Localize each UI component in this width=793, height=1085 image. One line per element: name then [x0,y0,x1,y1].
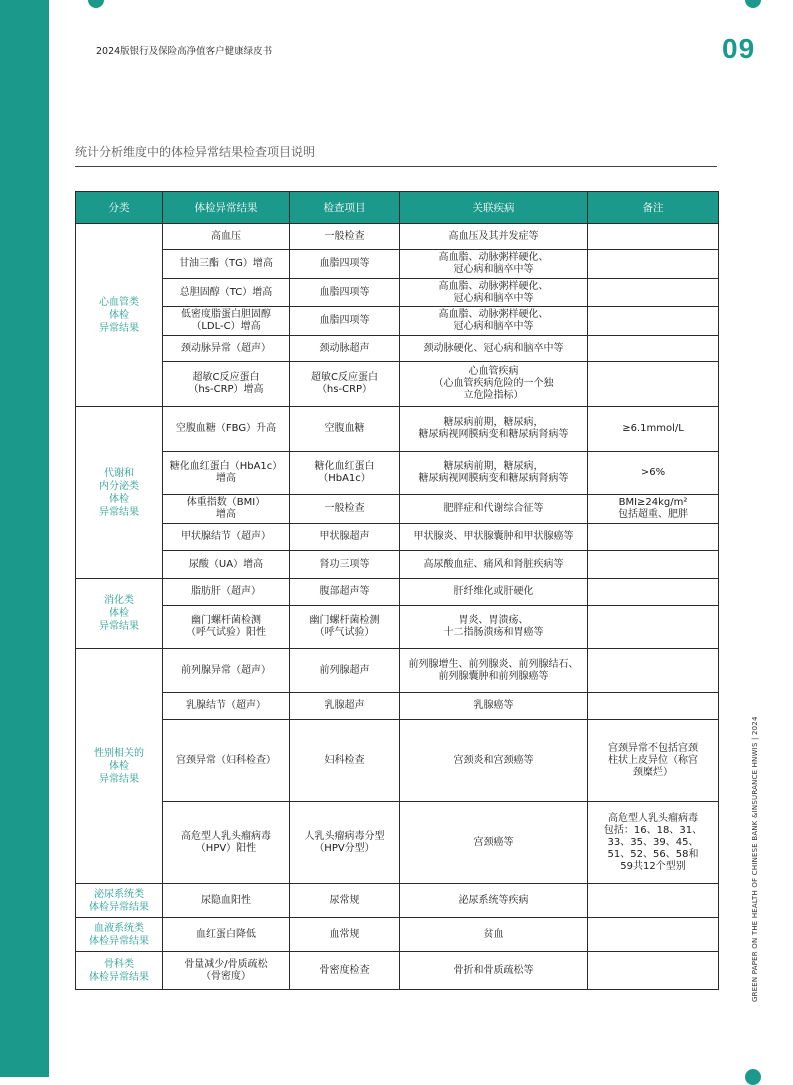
note-cell [588,362,719,407]
table-row [76,606,719,649]
note-cell: ≥6.1mmol/L [588,407,719,452]
result-cell: 幽门螺杆菌检测 （呼气试验）阳性 [163,606,290,649]
exam-cell: 甲状腺超声 [290,524,400,551]
disease-cell: 糖尿病前期，糖尿病， 糖尿病视网膜病变和糖尿病肾病等 [400,452,588,495]
table-row [76,884,719,918]
category-cell: 性别相关的 体检 异常结果 [76,649,163,884]
exam-cell: 尿常规 [290,884,400,918]
result-cell: 尿隐血阳性 [163,884,290,918]
table-row [76,524,719,551]
document-title: 2024版银行及保险高净值客户健康绿皮书 [96,46,273,57]
decorative-dot [88,0,104,8]
result-cell: 骨量减少/骨质疏松 （骨密度） [163,952,290,990]
exam-cell: 人乳头瘤病毒分型 （HPV分型） [290,802,400,884]
header-note: 备注 [588,192,719,224]
table-row [76,362,719,407]
table-row [76,551,719,579]
header-disease: 关联疾病 [400,192,588,224]
result-cell: 颈动脉异常（超声） [163,336,290,362]
result-cell: 超敏C反应蛋白 （hs-CRP）增高 [163,362,290,407]
category-cell: 骨科类 体检异常结果 [76,952,163,990]
exam-cell: 肾功三项等 [290,551,400,579]
table-row [76,918,719,952]
exam-cell: 一般检查 [290,495,400,524]
result-cell: 血红蛋白降低 [163,918,290,952]
exam-cell: 骨密度检查 [290,952,400,990]
table-row [76,720,719,802]
note-cell [588,551,719,579]
note-cell: 宫颈异常不包括宫颈 柱状上皮异位（称宫 颈糜烂） [588,720,719,802]
table-row [76,649,719,693]
table-row [76,952,719,990]
disease-cell: 心血管疾病 （心血管疾病危险的一个独 立危险指标） [400,362,588,407]
disease-cell: 骨折和骨质疏松等 [400,952,588,990]
category-cell: 泌尿系统类 体检异常结果 [76,884,163,918]
disease-cell: 乳腺癌等 [400,693,588,720]
result-cell: 尿酸（UA）增高 [163,551,290,579]
table-row [76,495,719,524]
note-cell [588,307,719,336]
table-row [76,279,719,307]
result-cell: 高血压 [163,224,290,250]
header-category: 分类 [76,192,163,224]
exam-cell: 超敏C反应蛋白 （hs-CRP） [290,362,400,407]
table-row [76,579,719,606]
table-row [76,693,719,720]
exam-cell: 乳腺超声 [290,693,400,720]
note-cell [588,649,719,693]
result-cell: 高危型人乳头瘤病毒 （HPV）阳性 [163,802,290,884]
exam-cell: 妇科检查 [290,720,400,802]
table-row [76,250,719,279]
note-cell [588,250,719,279]
category-cell: 代谢和 内分泌类 体检 异常结果 [76,407,163,579]
note-cell [588,884,719,918]
header-result: 体检异常结果 [163,192,290,224]
note-cell [588,336,719,362]
disease-cell: 甲状腺炎、甲状腺囊肿和甲状腺癌等 [400,524,588,551]
result-cell: 前列腺异常（超声） [163,649,290,693]
result-cell: 宫颈异常（妇科检查） [163,720,290,802]
note-cell: >6% [588,452,719,495]
disease-cell: 高血脂、动脉粥样硬化、 冠心病和脑卒中等 [400,307,588,336]
exam-cell: 血常规 [290,918,400,952]
result-cell: 体重指数（BMI） 增高 [163,495,290,524]
section-divider [75,166,717,167]
disease-cell: 糖尿病前期，糖尿病， 糖尿病视网膜病变和糖尿病肾病等 [400,407,588,452]
disease-cell: 贫血 [400,918,588,952]
exam-cell: 颈动脉超声 [290,336,400,362]
disease-cell: 宫颈炎和宫颈癌等 [400,720,588,802]
note-cell [588,579,719,606]
note-cell: 高危型人乳头瘤病毒 包括：16、18、31、 33、35、39、45、 51、52、56、58和 59共12个型别 [588,802,719,884]
note-cell [588,279,719,307]
exam-cell: 一般检查 [290,224,400,250]
result-cell: 糖化血红蛋白（HbA1c） 增高 [163,452,290,495]
decorative-dot [745,0,761,8]
result-cell: 脂肪肝（超声） [163,579,290,606]
exam-cell: 糖化血红蛋白 （HbA1c） [290,452,400,495]
exam-cell: 腹部超声等 [290,579,400,606]
exam-results-table [75,191,719,990]
exam-cell: 空腹血糖 [290,407,400,452]
exam-cell: 血脂四项等 [290,250,400,279]
disease-cell: 高血压及其并发症等 [400,224,588,250]
category-cell: 血液系统类 体检异常结果 [76,918,163,952]
disease-cell: 高尿酸血症、痛风和肾脏疾病等 [400,551,588,579]
category-cell: 消化类 体检 异常结果 [76,579,163,649]
exam-cell: 前列腺超声 [290,649,400,693]
note-cell [588,524,719,551]
disease-cell: 宫颈癌等 [400,802,588,884]
result-cell: 低密度脂蛋白胆固醇 （LDL-C）增高 [163,307,290,336]
exam-cell: 幽门螺杆菌检测 （呼气试验） [290,606,400,649]
table-row [76,407,719,452]
disease-cell: 高血脂、动脉粥样硬化、 冠心病和脑卒中等 [400,250,588,279]
section-title: 统计分析维度中的体检异常结果检查项目说明 [75,145,316,159]
table-row [76,802,719,884]
result-cell: 乳腺结节（超声） [163,693,290,720]
header-exam: 检查项目 [290,192,400,224]
table-row [76,224,719,250]
page-number: 09 [722,33,756,64]
disease-cell: 前列腺增生、前列腺炎、前列腺结石、 前列腺囊肿和前列腺癌等 [400,649,588,693]
table-row [76,336,719,362]
note-cell [588,693,719,720]
disease-cell: 颈动脉硬化、冠心病和脑卒中等 [400,336,588,362]
result-cell: 甘油三酯（TG）增高 [163,250,290,279]
note-cell [588,918,719,952]
category-cell: 心血管类 体检 异常结果 [76,224,163,407]
note-cell [588,224,719,250]
table-header-row [76,192,719,224]
disease-cell: 高血脂、动脉粥样硬化、 冠心病和脑卒中等 [400,279,588,307]
exam-cell: 血脂四项等 [290,279,400,307]
table-row [76,452,719,495]
result-cell: 甲状腺结节（超声） [163,524,290,551]
disease-cell: 肝纤维化或肝硬化 [400,579,588,606]
result-cell: 空腹血糖（FBG）升高 [163,407,290,452]
disease-cell: 泌尿系统等疾病 [400,884,588,918]
disease-cell: 肥胖症和代谢综合征等 [400,495,588,524]
disease-cell: 胃炎、胃溃疡、 十二指肠溃疡和胃癌等 [400,606,588,649]
table-body [76,224,719,990]
side-vertical-label: GREEN PAPER ON THE HEALTH OF CHINESE BANK &INSURANCE HNWIS | 2024 [751,716,759,1002]
note-cell [588,952,719,990]
exam-cell: 血脂四项等 [290,307,400,336]
table-row [76,307,719,336]
note-cell [588,606,719,649]
result-cell: 总胆固醇（TC）增高 [163,279,290,307]
side-color-band [0,0,49,1077]
decorative-dot [745,1069,761,1085]
note-cell: BMI≥24kg/m² 包括超重、肥胖 [588,495,719,524]
